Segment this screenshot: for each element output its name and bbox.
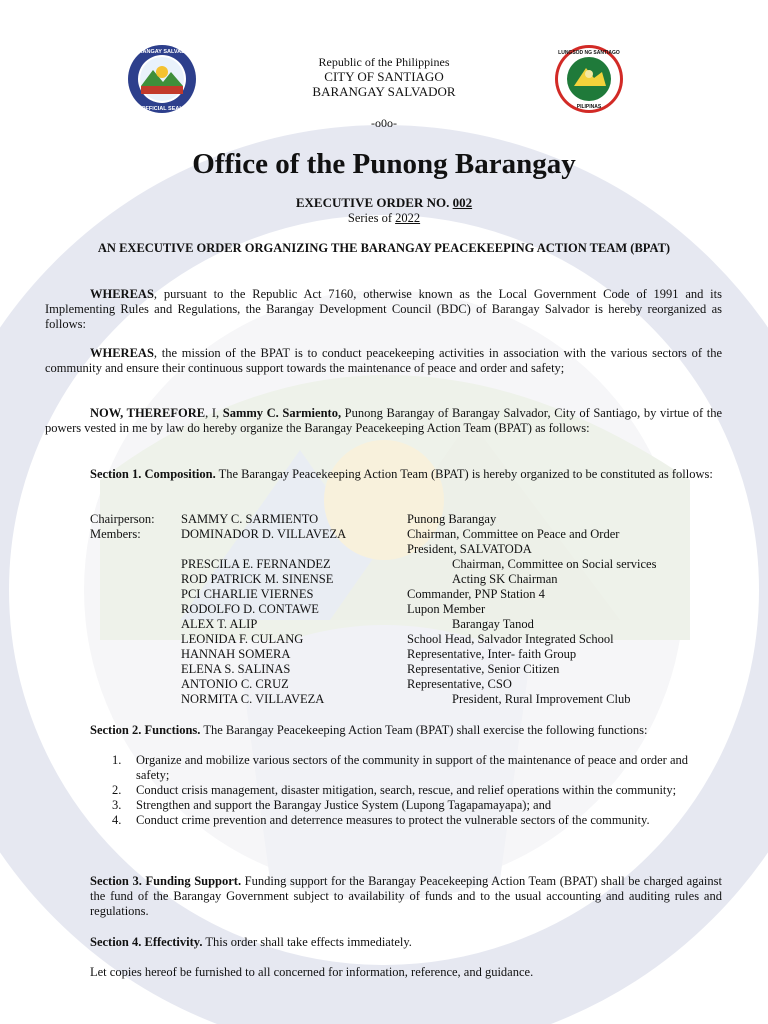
whereas-paragraph-1 — [45, 287, 722, 332]
svg-text:PILIPINAS: PILIPINAS — [576, 104, 602, 110]
function-item — [90, 753, 722, 783]
therefore-text: Punong Barangay of Barangay Salvador, City of Santiago, by virtue of the powers vested in me by law do hereby organize the Barangay Peacekeeping Action Team (BPAT) as follows: — [45, 406, 722, 435]
member-name: DOMINADOR D. VILLAVEZA — [181, 527, 347, 541]
series-prefix: Series of — [347, 211, 392, 225]
member-name: ROD PATRICK M. SINENSE — [181, 572, 334, 586]
member-row — [90, 692, 722, 707]
item-number: 4. — [112, 813, 122, 827]
member-name: PRESCILA E. FERNANDEZ — [181, 557, 331, 571]
whereas-text: , pursuant to the Republic Act 7160, otherwise known as the Local Government Code of 1991 and its Implementing Rules and Regulations, the Barangay Development Council (BDC) of Barangay Salvador is hereby reorganized as follows: — [45, 287, 722, 331]
member-role: Members: — [90, 527, 141, 541]
section-text: The Barangay Peacekeeping Action Team (BPAT) shall exercise the following functions: — [200, 723, 648, 737]
member-row — [90, 527, 722, 542]
closing-statement: Let copies hereof be furnished to all concerned for information, reference, and guidance. — [90, 965, 534, 979]
item-text: Conduct crime prevention and deterrence measures to protect the vulnerable sectors of the community. — [136, 813, 650, 827]
member-position: Representative, Inter- faith Group — [407, 647, 577, 661]
executive-order-number — [0, 195, 768, 211]
section-4-effectivity — [90, 935, 722, 950]
whereas-lead: WHEREAS — [90, 346, 154, 360]
member-row — [90, 557, 722, 572]
therefore-mid: , I, — [205, 406, 223, 420]
barangay-name: BARANGAY SALVADOR — [312, 84, 456, 99]
member-name: ELENA S. SALINAS — [181, 662, 291, 676]
member-row — [90, 647, 722, 662]
member-name: RODOLFO D. CONTAWE — [181, 602, 319, 616]
section-text: This order shall take effects immediately. — [202, 935, 412, 949]
country-name: Republic of the Philippines — [318, 55, 450, 69]
functions-list — [90, 753, 722, 828]
member-row — [90, 542, 722, 557]
member-row — [90, 572, 722, 587]
member-position: Commander, PNP Station 4 — [407, 587, 545, 601]
section-heading: Section 3. Funding Support. — [90, 874, 242, 888]
member-position: School Head, Salvador Integrated School — [407, 632, 614, 646]
member-role: Chairperson: — [90, 512, 155, 526]
member-position: President, SALVATODA — [407, 542, 532, 556]
member-row — [90, 617, 722, 632]
section-3-funding — [90, 874, 722, 919]
member-row — [90, 632, 722, 647]
item-text: Conduct crisis management, disaster mitigation, search, rescue, and relief operations within the community; — [136, 783, 677, 797]
svg-text:OFFICIAL SEAL: OFFICIAL SEAL — [141, 106, 183, 112]
member-row — [90, 677, 722, 692]
member-name: ALEX T. ALIP — [181, 617, 258, 631]
whereas-paragraph-2 — [45, 346, 722, 376]
office-title: Office of the Punong Barangay — [192, 148, 576, 180]
section-1-composition — [90, 467, 722, 482]
member-position: President, Rural Improvement Club — [452, 692, 631, 706]
series-year: 2022 — [395, 211, 421, 225]
member-position: Chairman, Committee on Social services — [452, 557, 657, 571]
member-row — [90, 512, 722, 527]
function-item — [90, 813, 722, 828]
item-number: 1. — [112, 753, 122, 767]
section-heading: Section 1. Composition. — [90, 467, 216, 481]
member-name: HANNAH SOMERA — [181, 647, 291, 661]
order-series — [0, 211, 768, 226]
svg-text:BARANGAY SALVADOR: BARANGAY SALVADOR — [130, 49, 194, 55]
whereas-lead: WHEREAS — [90, 287, 154, 301]
member-position: Chairman, Committee on Peace and Order — [407, 527, 620, 541]
member-name: LEONIDA F. CULANG — [181, 632, 304, 646]
member-position: Representative, Senior Citizen — [407, 662, 560, 676]
item-text: Organize and mobilize various sectors of the community in support of the maintenance of peace and order and safety; — [136, 753, 689, 782]
member-name: SAMMY C. SARMIENTO — [181, 512, 319, 526]
svg-text:LUNGSOD NG SANTIAGO: LUNGSOD NG SANTIAGO — [558, 50, 620, 56]
section-heading: Section 4. Effectivity. — [90, 935, 203, 949]
order-title: AN EXECUTIVE ORDER ORGANIZING THE BARANGAY PEACEKEEPING ACTION TEAM (BPAT) — [97, 241, 671, 255]
item-number: 2. — [112, 783, 122, 797]
member-name: ANTONIO C. CRUZ — [181, 677, 289, 691]
item-text: Strengthen and support the Barangay Justice System (Lupong Tagapamayapa); and — [136, 798, 552, 812]
section-heading: Section 2. Functions. — [90, 723, 201, 737]
member-row — [90, 587, 722, 602]
section-2-functions — [90, 723, 722, 738]
member-name: PCI CHARLIE VIERNES — [181, 587, 314, 601]
member-position: Punong Barangay — [407, 512, 497, 526]
section-text: The Barangay Peacekeeping Action Team (BPAT) is hereby organized to be constituted as follows: — [215, 467, 713, 481]
signatory-name: Sammy C. Sarmiento, — [222, 406, 342, 420]
member-position: Barangay Tanod — [452, 617, 534, 631]
item-number: 3. — [112, 798, 122, 812]
therefore-paragraph — [45, 406, 722, 436]
member-position: Representative, CSO — [407, 677, 512, 691]
member-position: Acting SK Chairman — [452, 572, 558, 586]
therefore-lead: NOW, THEREFORE — [90, 406, 206, 420]
city-name: CITY OF SANTIAGO — [324, 69, 444, 84]
section-text: Funding support for the Barangay Peacekeeping Action Team (BPAT) shall be charged against the fund of the Barangay Government subject to availability of funds and to the usual accounting and auditing rules and regulations. — [90, 874, 722, 918]
member-row — [90, 662, 722, 677]
member-row — [90, 602, 722, 617]
function-item — [90, 798, 722, 813]
member-list — [90, 512, 722, 707]
member-name: NORMITA C. VILLAVEZA — [181, 692, 325, 706]
order-number-prefix: EXECUTIVE ORDER NO. — [295, 195, 450, 210]
function-item — [90, 783, 722, 798]
whereas-text: , the mission of the BPAT is to conduct peacekeeping activities in association with the various sectors of the community and ensure their continuous support towards the maintenance of peace and order and safety; — [45, 346, 722, 375]
member-position: Lupon Member — [407, 602, 486, 616]
order-number: 002 — [452, 195, 473, 210]
header-separator: -o0o- — [371, 116, 397, 130]
